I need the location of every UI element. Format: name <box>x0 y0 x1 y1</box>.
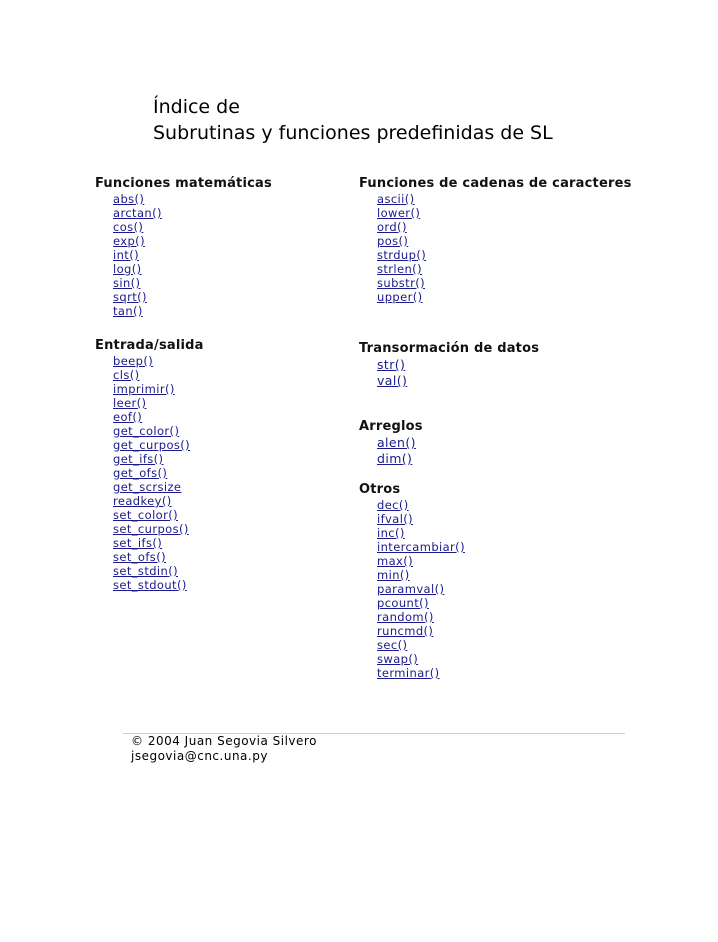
list-transformacion <box>359 357 539 389</box>
function-link[interactable]: runcmd() <box>377 624 434 638</box>
list-item <box>377 435 423 451</box>
function-link[interactable]: str() <box>377 357 406 372</box>
list-arreglos <box>359 435 423 467</box>
function-link[interactable]: min() <box>377 568 410 582</box>
list-item <box>377 638 465 652</box>
function-link[interactable]: get_ofs() <box>113 466 168 480</box>
function-link[interactable]: get_color() <box>113 424 180 438</box>
list-item <box>113 522 272 536</box>
function-link[interactable]: sqrt() <box>113 290 147 304</box>
function-link[interactable]: set_stdin() <box>113 564 178 578</box>
list-item <box>377 540 465 554</box>
function-link[interactable]: exp() <box>113 234 145 248</box>
list-item <box>377 526 465 540</box>
title-line-2: Subrutinas y funciones predefinidas de SL <box>153 122 553 144</box>
function-link[interactable]: paramval() <box>377 582 445 596</box>
list-item <box>377 624 465 638</box>
page-title <box>153 94 553 146</box>
list-item <box>377 610 465 624</box>
footer <box>131 734 317 764</box>
function-link[interactable]: val() <box>377 373 408 388</box>
list-item <box>377 498 465 512</box>
list-item <box>377 666 465 680</box>
list-item <box>113 550 272 564</box>
function-link[interactable]: eof() <box>113 410 143 424</box>
function-link[interactable]: dim() <box>377 451 413 466</box>
list-item <box>113 466 272 480</box>
function-link[interactable]: cls() <box>113 368 140 382</box>
function-link[interactable]: terminar() <box>377 666 440 680</box>
function-link[interactable]: imprimir() <box>113 382 175 396</box>
list-item <box>377 652 465 666</box>
title-line-1: Índice de <box>153 96 240 118</box>
function-link[interactable]: dec() <box>377 498 409 512</box>
list-item <box>377 582 465 596</box>
function-link[interactable]: int() <box>113 248 139 262</box>
function-link[interactable]: set_color() <box>113 508 179 522</box>
function-link[interactable]: pos() <box>377 234 409 248</box>
function-link[interactable]: readkey() <box>113 494 172 508</box>
list-item <box>377 192 632 206</box>
function-link[interactable]: get_curpos() <box>113 438 191 452</box>
list-item <box>113 396 272 410</box>
list-item <box>377 451 423 467</box>
function-link[interactable]: intercambiar() <box>377 540 465 554</box>
list-item <box>377 220 632 234</box>
list-item <box>113 480 272 494</box>
function-link[interactable]: set_ifs() <box>113 536 163 550</box>
list-item <box>113 276 272 290</box>
function-link[interactable]: strdup() <box>377 248 427 262</box>
list-item <box>377 276 632 290</box>
list-item <box>113 220 272 234</box>
function-link[interactable]: upper() <box>377 290 423 304</box>
section-heading-cadenas: Funciones de cadenas de caracteres <box>359 176 632 191</box>
section-heading-transformacion: Transormación de datos <box>359 341 540 356</box>
function-link[interactable]: sec() <box>377 638 408 652</box>
list-item <box>113 424 272 438</box>
spacer <box>95 318 272 338</box>
function-link[interactable]: cos() <box>113 220 144 234</box>
list-entrada-salida <box>95 354 272 592</box>
left-column <box>95 176 272 592</box>
function-link[interactable]: ascii() <box>377 192 415 206</box>
list-item <box>113 452 272 466</box>
list-item <box>377 290 632 304</box>
function-link[interactable]: set_curpos() <box>113 522 189 536</box>
function-link[interactable]: tan() <box>113 304 143 318</box>
function-link[interactable]: ifval() <box>377 512 414 526</box>
function-link[interactable]: swap() <box>377 652 419 666</box>
section-heading-matematicas: Funciones matemáticas <box>95 176 272 191</box>
email-text: jsegovia@cnc.una.py <box>131 749 268 763</box>
list-item <box>113 206 272 220</box>
list-item <box>377 262 632 276</box>
right-column <box>359 176 632 304</box>
list-item <box>113 234 272 248</box>
list-item <box>377 206 632 220</box>
function-link[interactable]: abs() <box>113 192 145 206</box>
list-item <box>113 438 272 452</box>
list-item <box>377 234 632 248</box>
function-link[interactable]: ord() <box>377 220 407 234</box>
function-link[interactable]: max() <box>377 554 414 568</box>
function-link[interactable]: sin() <box>113 276 141 290</box>
list-item <box>113 248 272 262</box>
list-item <box>113 494 272 508</box>
function-link[interactable]: get_scrsize <box>113 480 182 494</box>
list-item <box>113 290 272 304</box>
function-link[interactable]: substr() <box>377 276 425 290</box>
list-item <box>377 357 539 373</box>
section-transformacion <box>359 341 539 389</box>
function-link[interactable]: pcount() <box>377 596 429 610</box>
function-link[interactable]: set_ofs() <box>113 550 166 564</box>
list-item <box>377 248 632 262</box>
list-matematicas <box>95 192 272 318</box>
list-item <box>113 410 272 424</box>
list-item <box>113 304 272 318</box>
function-link[interactable]: log() <box>113 262 142 276</box>
section-heading-entrada-salida: Entrada/salida <box>95 338 204 353</box>
list-item <box>113 368 272 382</box>
list-item <box>113 564 272 578</box>
list-item <box>113 192 272 206</box>
function-link[interactable]: leer() <box>113 396 147 410</box>
list-item <box>377 554 465 568</box>
function-link[interactable]: strlen() <box>377 262 422 276</box>
list-item <box>113 536 272 550</box>
function-link[interactable]: get_ifs() <box>113 452 164 466</box>
function-link[interactable]: inc() <box>377 526 405 540</box>
list-item <box>377 512 465 526</box>
list-item <box>113 382 272 396</box>
section-heading-otros: Otros <box>359 482 401 497</box>
section-arreglos <box>359 419 423 467</box>
function-link[interactable]: random() <box>377 610 434 624</box>
list-item <box>377 373 539 389</box>
function-link[interactable]: beep() <box>113 354 154 368</box>
function-link[interactable]: arctan() <box>113 206 162 220</box>
list-otros <box>359 498 465 680</box>
function-link[interactable]: lower() <box>377 206 421 220</box>
section-heading-arreglos: Arreglos <box>359 419 423 434</box>
list-item <box>113 578 272 592</box>
section-otros <box>359 482 465 680</box>
list-item <box>113 354 272 368</box>
function-link[interactable]: alen() <box>377 435 416 450</box>
copyright-text: © 2004 Juan Segovia Silvero <box>131 734 317 748</box>
list-item <box>377 596 465 610</box>
list-cadenas <box>359 192 632 304</box>
list-item <box>113 262 272 276</box>
list-item <box>113 508 272 522</box>
function-link[interactable]: set_stdout() <box>113 578 187 592</box>
list-item <box>377 568 465 582</box>
